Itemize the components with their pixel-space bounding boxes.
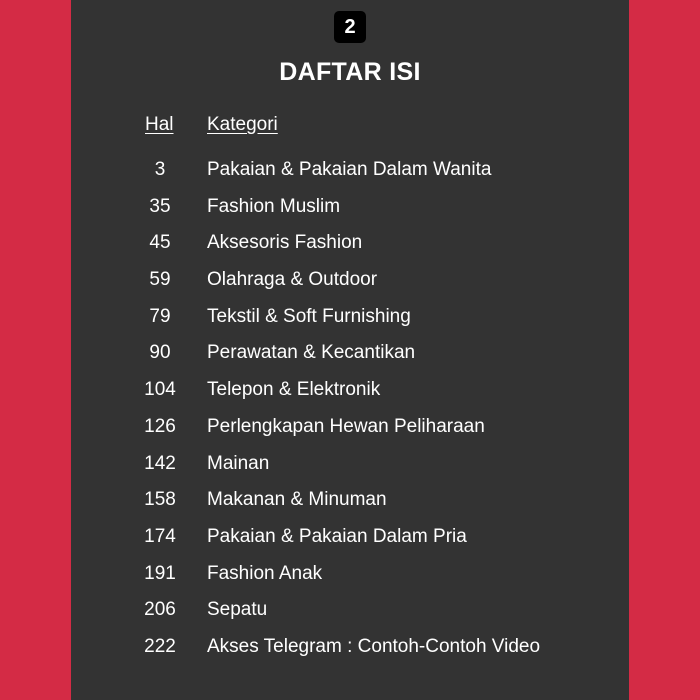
toc-page-number: 174 [144, 525, 176, 547]
toc-category-label: Telepon & Elektronik [207, 379, 381, 401]
toc-row [0, 304, 700, 341]
toc-page-number: 59 [149, 269, 171, 291]
toc-page-number: 206 [144, 599, 176, 621]
toc-page-number: 35 [149, 195, 171, 217]
page-title: DAFTAR ISI [279, 58, 421, 86]
toc-category-label: Pakaian & Pakaian Dalam Wanita [207, 159, 492, 180]
toc-row [0, 487, 700, 524]
column-header-page: Hal [145, 114, 174, 135]
toc-category-label: Makanan & Minuman [207, 489, 387, 511]
table-of-contents [0, 157, 700, 671]
toc-category-label: Perlengkapan Hewan Peliharaan [207, 415, 485, 437]
toc-page-number: 104 [144, 379, 176, 401]
page-number-badge: 2 [334, 11, 366, 43]
toc-row [0, 451, 700, 488]
toc-category-label: Fashion Muslim [207, 195, 341, 217]
toc-page-number: 45 [149, 232, 171, 254]
toc-category-label: Mainan [207, 452, 270, 474]
toc-row [0, 194, 700, 231]
toc-page-number: 126 [144, 415, 176, 437]
toc-row [0, 597, 700, 634]
toc-page-number: 222 [144, 635, 176, 657]
toc-page-number: 3 [154, 159, 166, 180]
toc-row [0, 524, 700, 561]
toc-page-number: 142 [144, 452, 176, 474]
toc-page-number: 79 [149, 305, 171, 327]
toc-category-label: Pakaian & Pakaian Dalam Pria [207, 525, 467, 547]
toc-category-label: Aksesoris Fashion [207, 232, 363, 254]
toc-row [0, 230, 700, 267]
toc-page-number: 191 [144, 562, 176, 584]
toc-category-label: Sepatu [207, 599, 268, 621]
toc-row [0, 157, 700, 194]
toc-category-label: Fashion Anak [207, 562, 323, 584]
toc-category-label: Olahraga & Outdoor [207, 269, 378, 291]
toc-page-number: 158 [144, 489, 176, 511]
toc-row [0, 414, 700, 451]
toc-row [0, 561, 700, 598]
toc-row [0, 634, 700, 671]
toc-row [0, 340, 700, 377]
toc-category-label: Perawatan & Kecantikan [207, 342, 416, 364]
toc-category-label: Tekstil & Soft Furnishing [207, 305, 411, 327]
toc-row [0, 377, 700, 414]
toc-row [0, 267, 700, 304]
column-header-category: Kategori [207, 114, 278, 135]
toc-category-label: Akses Telegram : Contoh-Contoh Video [207, 635, 541, 657]
toc-page-number: 90 [149, 342, 171, 364]
